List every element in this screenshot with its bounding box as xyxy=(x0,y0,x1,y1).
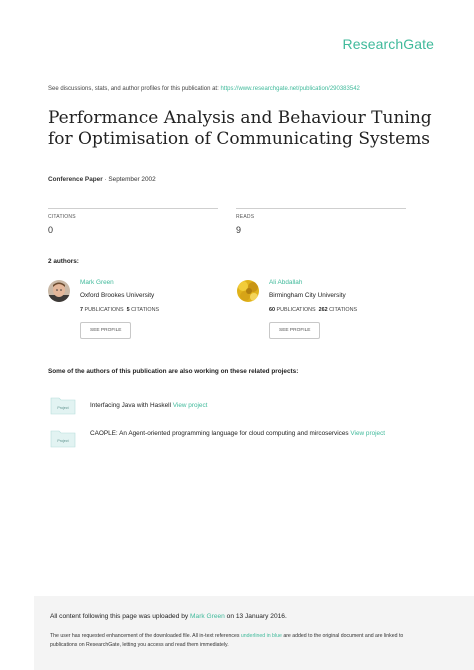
author-photo-icon xyxy=(48,280,70,302)
project-folder-icon xyxy=(50,395,76,415)
notice-text-a: The user has requested enhancement of the downloaded file. All in-text references xyxy=(50,633,241,639)
reads-label: READS xyxy=(236,214,255,220)
see-profile-button[interactable]: SEE PROFILE xyxy=(269,322,320,339)
authors-heading: 2 authors: xyxy=(48,258,79,265)
view-project-link[interactable]: View project xyxy=(172,402,208,409)
researchgate-logo[interactable]: ResearchGate xyxy=(342,36,434,52)
publication-date: · September 2002 xyxy=(102,176,156,183)
author-citations-count: 5 xyxy=(126,307,130,313)
upload-line xyxy=(50,613,287,620)
author-name: Mark Green xyxy=(80,279,114,286)
related-projects-heading: Some of the authors of this publication are also working on these related projects: xyxy=(48,368,299,375)
author-avatar[interactable] xyxy=(48,280,70,302)
author-citations-label: CITATIONS xyxy=(327,307,358,313)
author-institution: Oxford Brookes University xyxy=(80,292,155,299)
author-name: Ali Abdallah xyxy=(269,279,303,286)
project-icon-label: Project xyxy=(57,406,69,410)
project-icon xyxy=(50,428,76,453)
see-profile-button[interactable]: SEE PROFILE xyxy=(80,322,131,339)
publication-url-link[interactable]: https://www.researchgate.net/publication/290383542 xyxy=(220,86,360,92)
author-publications-label: PUBLICATIONS xyxy=(275,307,316,313)
paper-title-line-1: Performance Analysis and Behaviour Tuning xyxy=(48,108,432,128)
project-item xyxy=(90,428,420,439)
reads-divider xyxy=(236,208,406,209)
paper-title-line-2: for Optimisation of Communicating Systems xyxy=(48,129,431,149)
author-publications-count: 7 xyxy=(80,307,83,313)
discussions-text: See discussions, stats, and author profiles for this publication at: xyxy=(48,86,221,92)
upload-prefix: All content following this page was uploaded by xyxy=(50,613,191,620)
uploader-link[interactable]: Mark Green xyxy=(190,613,225,620)
author-stats xyxy=(80,307,159,313)
upload-suffix: on 13 January 2016. xyxy=(224,613,287,620)
author-name-link[interactable] xyxy=(80,279,114,286)
discussions-line xyxy=(48,86,360,92)
citations-count: 0 xyxy=(48,225,54,235)
notice-text-b: are added to the original document and are linked to publications on ResearchGate, letting you access and read them immediately. xyxy=(50,633,404,648)
author-avatar[interactable] xyxy=(237,280,259,302)
project-folder-icon xyxy=(50,428,76,448)
author-citations-count: 262 xyxy=(318,307,328,313)
enhancement-notice xyxy=(50,632,430,650)
author-citations-label: CITATIONS xyxy=(129,307,160,313)
citations-divider xyxy=(48,208,218,209)
project-item xyxy=(90,400,420,411)
project-icon-label: Project xyxy=(57,439,69,443)
author-stats xyxy=(269,307,357,313)
publication-meta xyxy=(48,176,156,183)
view-project-link[interactable]: View project xyxy=(350,430,386,437)
notice-link[interactable]: underlined in blue xyxy=(240,633,282,639)
project-title: Interfacing Java with Haskell xyxy=(90,402,173,409)
paper-title xyxy=(48,108,438,150)
author-photo-icon xyxy=(237,280,259,302)
author-institution: Birmingham City University xyxy=(269,292,346,299)
publication-type: Conference Paper xyxy=(48,176,103,183)
citations-label: CITATIONS xyxy=(48,214,76,220)
author-name-link[interactable] xyxy=(269,279,302,286)
reads-count: 9 xyxy=(236,225,242,235)
author-publications-label: PUBLICATIONS xyxy=(83,307,124,313)
project-title: CAOPLE: An Agent-oriented programming language for cloud computing and mircoservices xyxy=(90,430,351,437)
author-publications-count: 60 xyxy=(269,307,275,313)
project-icon xyxy=(50,395,76,420)
